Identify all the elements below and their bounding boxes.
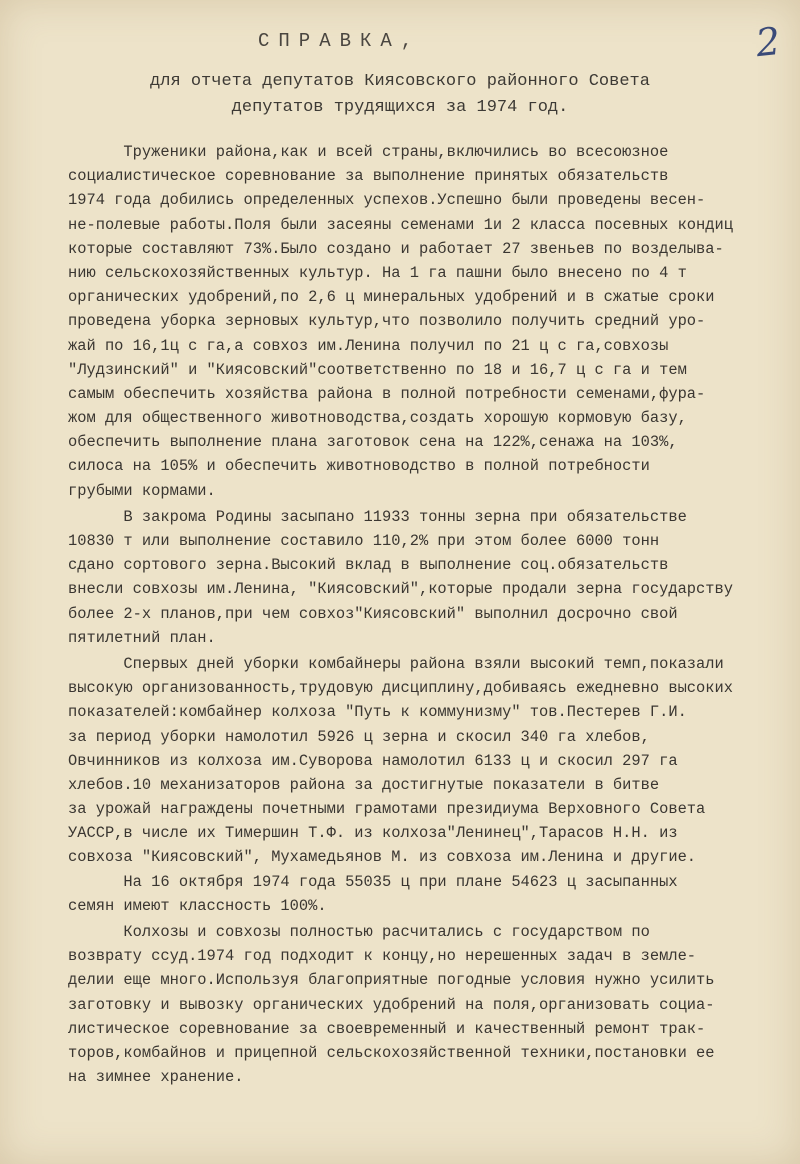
document-subtitle-line-2: депутатов трудящихся за 1974 год. <box>231 98 569 117</box>
text-line: за период уборки намолотил 5926 ц зерна и скосил 340 га хлебов, <box>68 727 650 746</box>
text-line: органических удобрений,по 2,6 ц минеральных удобрений и в сжатые сроки <box>68 288 715 307</box>
text-line: семян имеют классность 100%. <box>68 896 327 915</box>
handwritten-page-number: 2 <box>753 18 783 66</box>
text-line: жом для общественного животноводства,создать хорошую кормовую базу, <box>68 409 687 428</box>
paragraph-seed-quality <box>68 870 796 918</box>
text-line: пятилетний план. <box>68 628 216 647</box>
text-line: социалистическое соревнование за выполнение принятых обязательств <box>68 167 669 186</box>
paragraph-future-tasks <box>68 920 796 1089</box>
text-line: высокую организованность,трудовую дисциплину,добиваясь ежедневно высоких <box>68 679 733 698</box>
text-line: На 16 октября 1974 года 55035 ц при плане 54623 ц засыпанных <box>68 872 678 891</box>
text-line: грубыми кормами. <box>68 481 216 500</box>
text-line: хлебов.10 механизаторов района за достигнутые показатели в битве <box>68 775 660 794</box>
text-line: Труженики района,как и всей страны,включились во всесоюзное <box>68 143 669 161</box>
text-line: внесли совхозы им.Ленина, "Киясовский",которые продали зерна государству <box>68 580 733 599</box>
text-line: более 2-х планов,при чем совхоз"Киясовский" выполнил досрочно свой <box>68 604 678 623</box>
text-line: жай по 16,1ц с га,а совхоз им.Ленина получил по 21 ц с га,совхозы <box>68 336 669 355</box>
text-line: 10830 т или выполнение составило 110,2% при этом более 6000 тонн <box>68 532 660 550</box>
text-line: сдано сортового зерна.Высокий вклад в выполнение соц.обязательств <box>68 556 669 575</box>
text-line: совхоза "Киясовский", Мухамедьянов М. из совхоза им.Ленина и другие. <box>68 848 697 867</box>
text-line: делии еще много.Используя благоприятные погодные условия нужно усилить <box>68 971 715 990</box>
text-line: нию сельскохозяйственных культур. На 1 га пашни было внесено по 4 т <box>68 263 687 282</box>
text-line: проведена уборка зерновых культур,что позволило получить средний уро- <box>68 312 706 331</box>
text-line: 1974 года добились определенных успехов.Успешно были проведены весен- <box>68 191 706 210</box>
document-title: СПРАВКА, <box>258 30 422 52</box>
text-line: Колхозы и совхозы полностью расчитались с государством по <box>68 923 650 941</box>
paragraph-combine-operators <box>68 652 796 870</box>
text-line: не-полевые работы.Поля были засеяны семенами 1и 2 класса посевных кондиц <box>68 215 733 234</box>
text-line: "Лудзинский" и "Киясовский"соответственно по 18 и 16,7 ц с га и тем <box>68 360 687 379</box>
text-line: В закрома Родины засыпано 11933 тонны зерна при обязательстве <box>68 507 687 526</box>
document-body <box>68 140 796 1089</box>
text-line: на зимнее хранение. <box>68 1068 244 1087</box>
text-line: заготовку и вывозку органических удобрений на поля,организовать социа- <box>68 995 715 1014</box>
paragraph-grain-deliveries <box>68 505 796 650</box>
document-subtitle-line-1: для отчета депутатов Киясовского районного Совета <box>150 72 650 91</box>
text-line: возврату ссуд.1974 год подходит к концу,но нерешенных задач в земле- <box>68 947 697 966</box>
paragraph-agriculture-results <box>68 140 796 503</box>
text-line: силоса на 105% и обеспечить животноводство в полной потребности <box>68 457 650 476</box>
text-line: которые составляют 73%.Было создано и работает 27 звеньев по возделыва- <box>68 239 724 258</box>
text-line: обеспечить выполнение плана заготовок сена на 122%,сенажа на 103%, <box>68 433 678 452</box>
text-line: показателей:комбайнер колхоза "Путь к коммунизму" тов.Пестерев Г.И. <box>68 703 687 722</box>
text-line: листическое соревнование за своевременный и качественный ремонт трак- <box>68 1019 706 1038</box>
text-line: Овчинников из колхоза им.Суворова намолотил 6133 ц и скосил 297 га <box>68 751 678 770</box>
text-line: торов,комбайнов и прицепной сельскохозяйственной техники,постановки ее <box>68 1043 715 1062</box>
text-line: самым обеспечить хозяйства района в полной потребности семенами,фура- <box>68 384 706 403</box>
text-line: за урожай награждены почетными грамотами президиума Верховного Совета <box>68 800 706 819</box>
text-line: Спервых дней уборки комбайнеры района взяли высокий темп,показали <box>68 654 724 673</box>
text-line: УАССР,в числе их Тимершин Т.Ф. из колхоза"Ленинец",Тарасов Н.Н. из <box>68 824 678 843</box>
